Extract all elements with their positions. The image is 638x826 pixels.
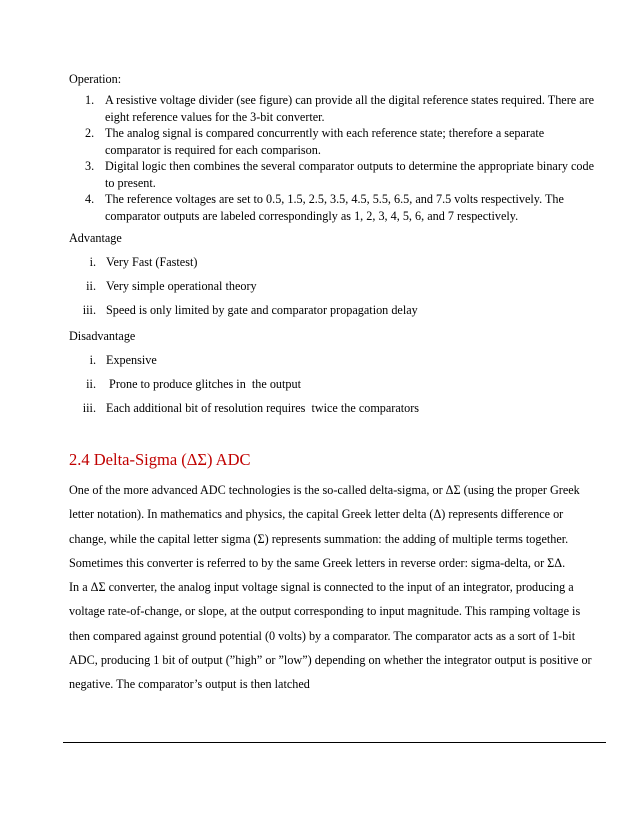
list-number: ii. xyxy=(86,279,96,293)
section-title: 2.4 Delta-Sigma (ΔΣ) ADC xyxy=(69,450,251,469)
advantage-list xyxy=(69,254,598,318)
list-item xyxy=(69,158,598,191)
operation-heading: Operation: xyxy=(69,72,122,86)
list-item xyxy=(69,254,598,270)
list-text: Expensive xyxy=(106,353,157,367)
paragraph: In a ΔΣ converter, the analog input voltage signal is connected to the input of an integrator, producing a voltage rate-of-change, or slope, at the output corresponding to input magnitude. This ramping voltage is then compared against ground potential (0 volts) by a comparator. The comparator acts as a sort of 1-bit ADC, producing 1 bit of output (”high” or ”low”) depending on whether the integrator output is positive or negative. The comparator’s output is then latched xyxy=(69,580,592,692)
list-number: 2. xyxy=(85,126,95,140)
list-text: Very simple operational theory xyxy=(106,279,257,293)
paragraph: One of the more advanced ADC technologies is the so-called delta-sigma, or ΔΣ (using the proper Greek letter notation). In mathematics and physics, the capital Greek letter delta (Δ) represents difference or change, while the capital letter sigma (Σ) represents summation: the adding of multiple terms together. Sometimes this converter is referred to by the same Greek letters in reverse order: sigma-delta, or ΣΔ. xyxy=(69,483,580,570)
footer-divider xyxy=(63,742,606,743)
list-item xyxy=(69,278,598,294)
list-item xyxy=(69,191,598,224)
list-text: Digital logic then combines the several comparator outputs to determine the appropriate binary code to present. xyxy=(105,159,595,190)
list-item xyxy=(69,125,598,158)
advantage-heading: Advantage xyxy=(69,231,122,245)
list-text: A resistive voltage divider (see figure) can provide all the digital reference states required. There are eight reference values for the 3-bit converter. xyxy=(105,93,595,124)
list-number: i. xyxy=(89,255,96,269)
disadvantage-list xyxy=(69,352,598,416)
list-number: 4. xyxy=(85,192,95,206)
list-number: i. xyxy=(89,353,96,367)
list-number: 3. xyxy=(85,159,95,173)
list-text: The reference voltages are set to 0.5, 1.5, 2.5, 3.5, 4.5, 5.5, 6.5, and 7.5 volts respectively. The comparator outputs are labeled correspondingly as 1, 2, 3, 4, 5, 6, and 7 respectively. xyxy=(105,192,564,223)
list-item xyxy=(69,376,598,392)
list-item xyxy=(69,92,598,125)
list-number: 1. xyxy=(85,93,95,107)
list-text: The analog signal is compared concurrently with each reference state; therefore a separate comparator is required for each comparison. xyxy=(105,126,545,157)
operation-list xyxy=(69,92,598,224)
list-item xyxy=(69,302,598,318)
list-text: Speed is only limited by gate and comparator propagation delay xyxy=(106,303,418,317)
list-item xyxy=(69,352,598,368)
disadvantage-heading: Disadvantage xyxy=(69,329,136,343)
list-number: ii. xyxy=(86,377,96,391)
list-number: iii. xyxy=(82,303,96,317)
list-item xyxy=(69,400,598,416)
list-text: Very Fast (Fastest) xyxy=(106,255,198,269)
list-text: Each additional bit of resolution requires twice the comparators xyxy=(106,401,420,415)
list-text: Prone to produce glitches in the output xyxy=(106,377,301,391)
list-number: iii. xyxy=(82,401,96,415)
